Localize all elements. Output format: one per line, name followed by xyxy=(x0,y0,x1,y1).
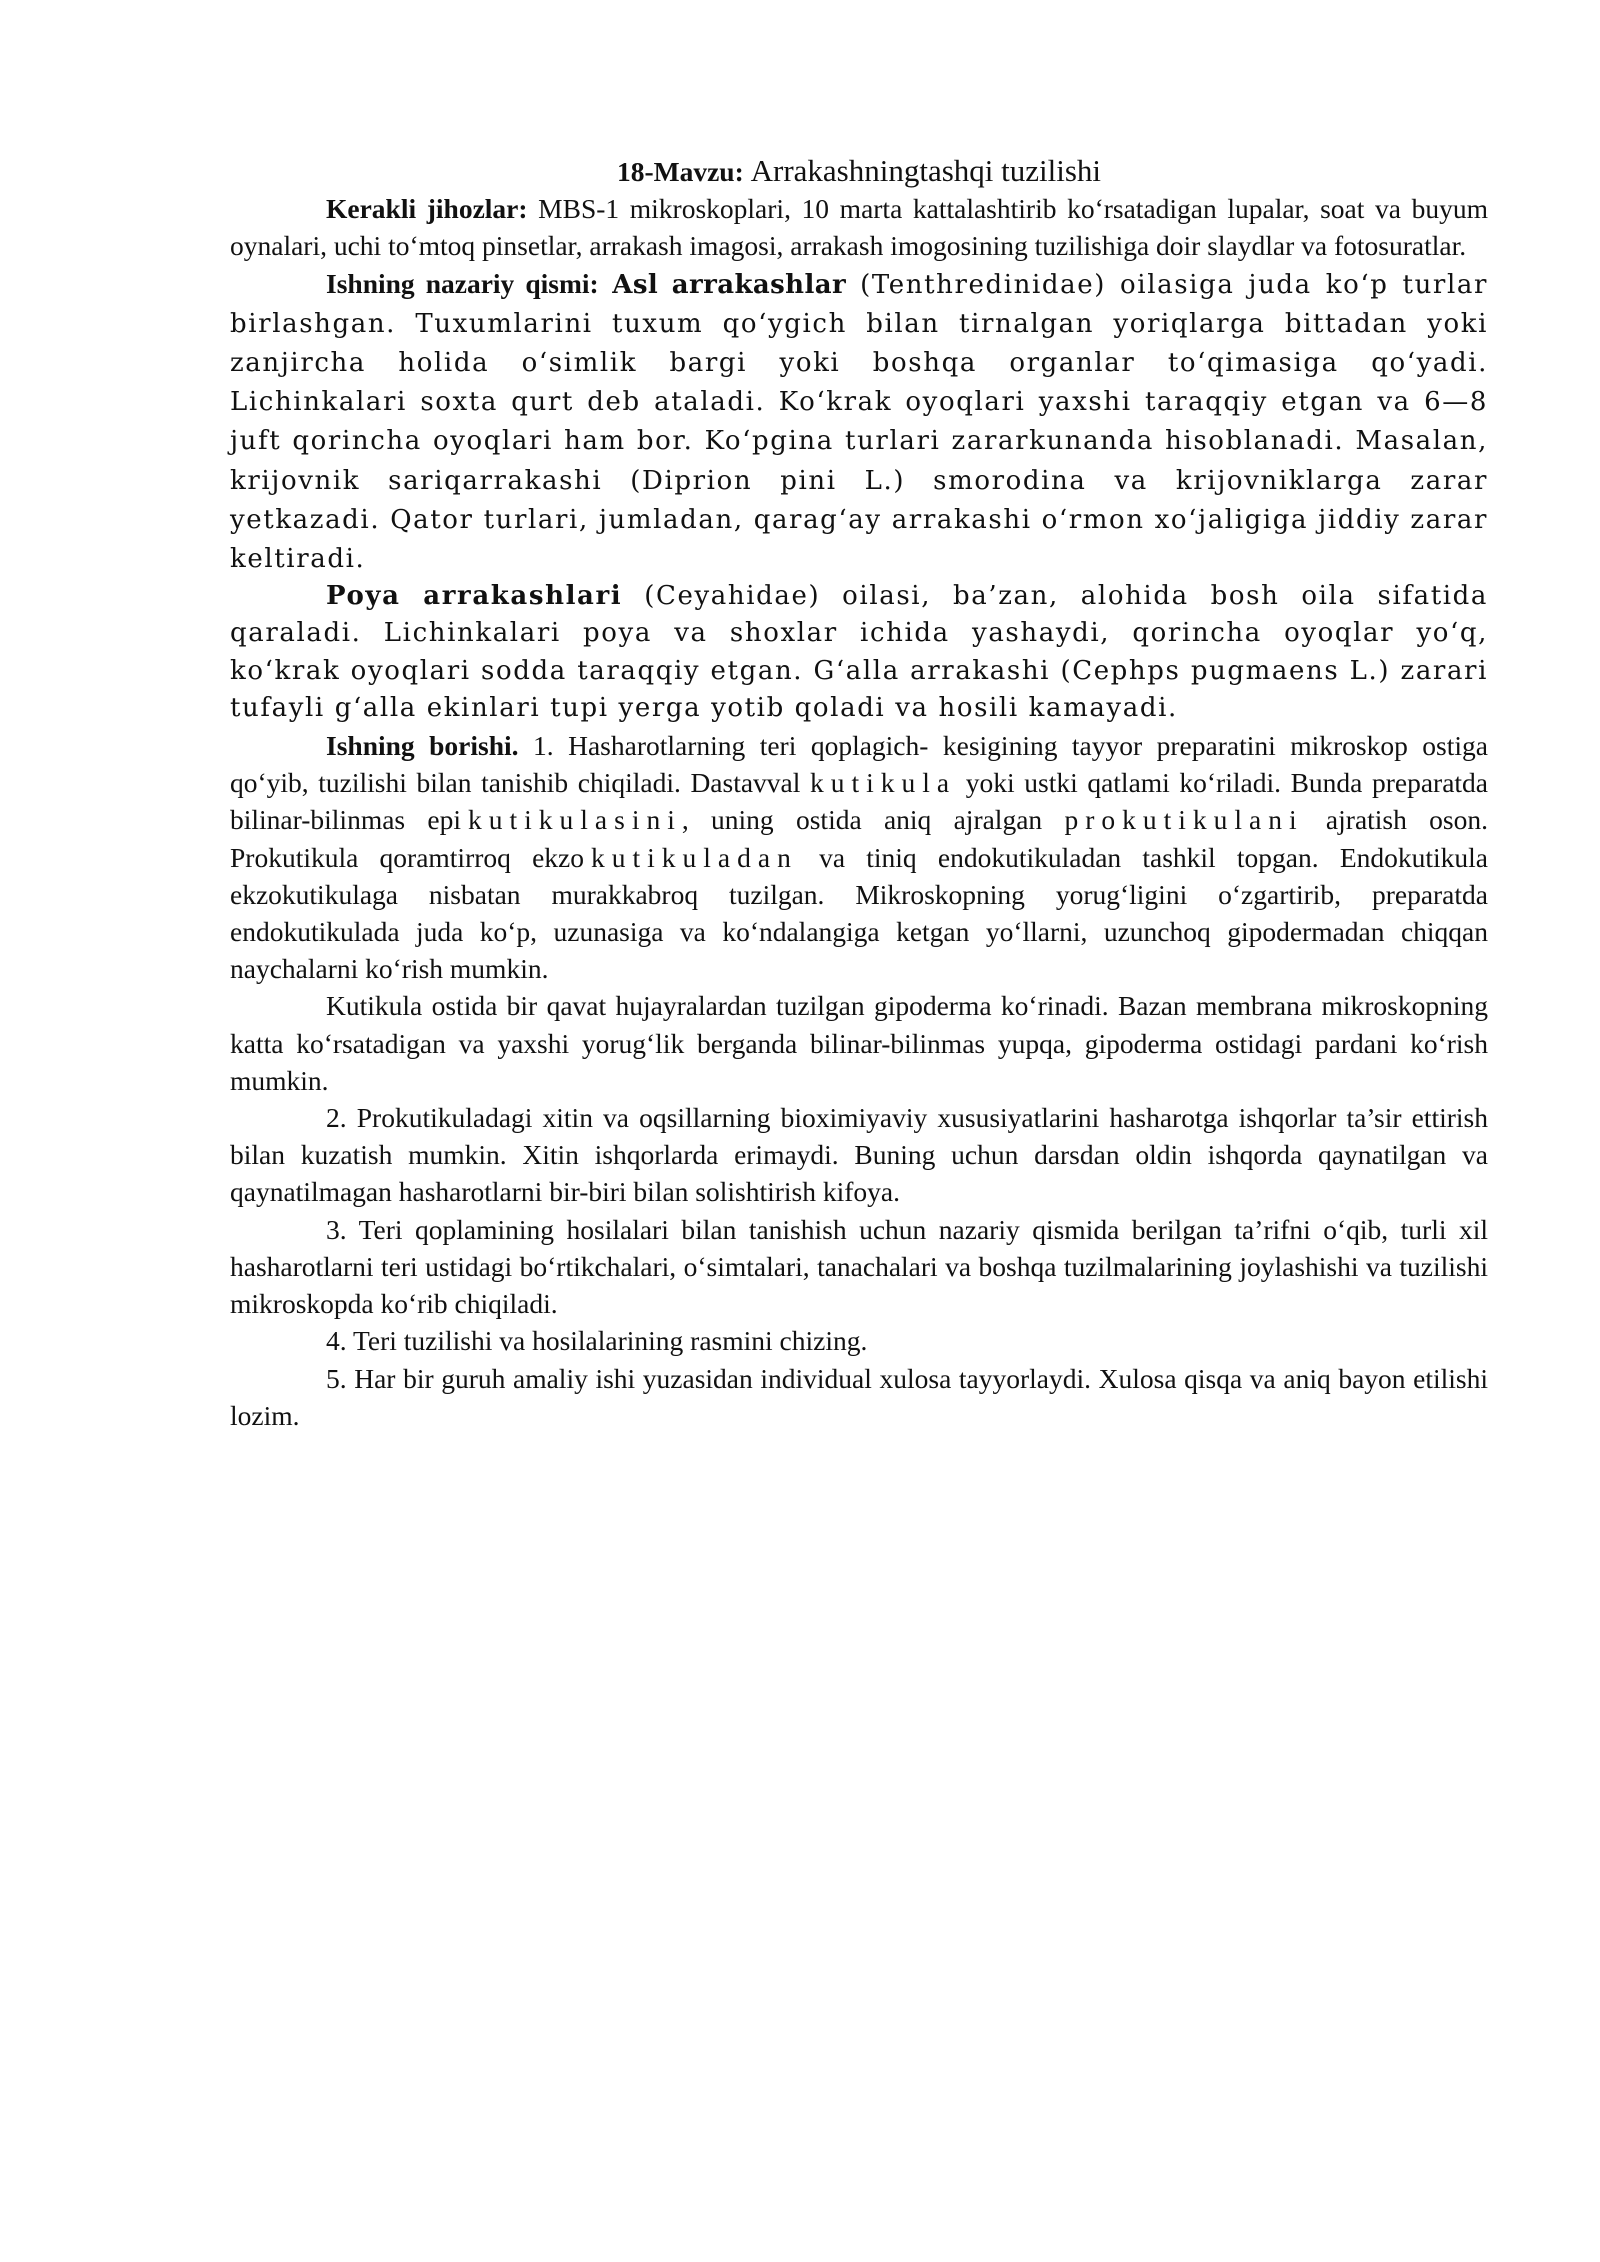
theory-paragraph xyxy=(230,265,1488,579)
page-title xyxy=(230,152,1488,190)
equipment-label: Kerakli jihozlar: xyxy=(326,193,528,225)
term-kutikula: kutikula xyxy=(810,767,957,799)
term-epikutikula: ikutikulasini xyxy=(453,804,682,836)
equipment-paragraph xyxy=(230,190,1488,264)
procedure-paragraph-1 xyxy=(230,727,1488,987)
procedure-text: ajratish oson. Prokutikula qoramtirroq ekz xyxy=(230,804,1488,873)
title-number: 18-Mavzu: xyxy=(616,156,744,187)
theory-term: Asl arrakashlar xyxy=(598,269,847,300)
equipment-text: MBS-1 mikroskoplari, 10 marta kattalashtirib ko‘rsatadigan lupalar, soat va buyum oynalari, uchi to‘mtoq pinsetlar, arrakash imagosi, arrakash imogosining tuzilishiga doir slaydlar va fotosuratlar. xyxy=(230,193,1488,262)
procedure-paragraph-2: 2. Prokutikuladagi xitin va oqsillarning bioximiyaviy xususiyatlarini hasharotga ishqorlar ta’sir ettirish bilan kuzatish mumkin. Xitin ishqorlarda erimaydi. Buning uchun darsdan oldin ishqorda qaynatilgan va qaynatilmagan hasharotlarni bir-biri bilan solishtirish kifoya. xyxy=(230,1102,1488,1208)
stem-sawfly-text: (Ceyahidae) oilasi, ba’zan, alohida bosh oila sifatida qaraladi. Lichinkalari poya va shoxlar ichida yashaydi, qorincha oyoqlar yo‘q, ko‘krak oyoqlari sodda taraqqiy etgan. G‘alla arrakashi (Cephps pugmaens L.) zarari tufayli g‘alla ekinlari tupi yerga yotib qoladi va hosili kamayadi. xyxy=(230,581,1489,723)
procedure-text: va tiniq endokutikuladan tashkil topgan. Endokutikula ekzokutikulaga nisbatan murakkabroq tuzilgan. Mikroskopning yorug‘ligini o‘zgartirib, preparatda endokutikulada juda ko‘p, uzunasiga va ko‘ndalangiga ketgan yo‘llarni, uzunchoq gipodermadan chiqqan naychalarni ko‘rish mumkin. xyxy=(230,841,1489,985)
procedure-paragraph-4: 4. Teri tuzilishi va hosilalarining rasmini chizing. xyxy=(326,1325,868,1357)
procedure-label: Ishning borishi. xyxy=(326,730,519,762)
title-name: Arrakashningtashqi tuzilishi xyxy=(750,153,1102,188)
procedure-text: , uning ostida aniq ajralgan xyxy=(681,804,1065,836)
theory-label: Ishning nazariy qismi: xyxy=(326,267,599,299)
procedure-text: yoki ustki qatlami ko‘riladi. Bunda preparatda bilinar-bilinmas ep xyxy=(230,767,1488,836)
stem-sawfly-term: Poya arrakashlari xyxy=(326,581,623,612)
term-prokutikula: prokutikulani xyxy=(1064,804,1304,836)
stem-sawfly-paragraph xyxy=(230,578,1488,727)
procedure-text: 1. Hasharotlarning teri qoplagich- kesigining tayyor preparatini mikroskop ostiga qo‘yib, tuzilishi bilan tanishib chiqiladi. Dastavval xyxy=(230,730,1488,799)
theory-text: (Tenthredinidae) oilasiga juda ko‘p turlar birlashgan. Tuxumlarini tuxum qo‘ygich bilan tirnalgan yoriqlarga bittadan yoki zanjircha holida o‘simlik bargi yoki boshqa organlar to‘qimasiga qo‘yadi. Lichinkalari soxta qurt deb ataladi. Ko‘krak oyoqlari yaxshi taraqqiy etgan va 6—8 juft qorincha oyoqlari ham bor. Ko‘pgina turlari zararkunanda hisoblanadi. Masalan, krijovnik sariqarrakashi (Diprion pini L.) smorodina va krijovniklarga zarar yetkazadi. Qator turlari, jumladan, qarag‘ay arrakashi o‘rmon xo‘jaligiga jiddiy zarar keltiradi. xyxy=(230,269,1488,575)
procedure-paragraph-3: 3. Teri qoplamining hosilalari bilan tanishish uchun nazariy qismida berilgan ta’rifni o‘qib, turli xil hasharotlarni teri ustidagi bo‘rtikchalari, o‘simtalari, tanachalari va boshqa tuzilmalarining joylashishi va tuzilishi mikroskopda ko‘rib chiqiladi. xyxy=(230,1213,1488,1320)
document-page xyxy=(230,152,1488,1434)
procedure-paragraph-5: 5. Har bir guruh amaliy ishi yuzasidan individual xulosa tayyorlaydi. Xulosa qisqa va aniq bayon etilishi lozim. xyxy=(230,1362,1488,1431)
term-ekzokutikula: okutikuladan xyxy=(570,841,798,873)
procedure-paragraph-1-continued: Kutikula ostida bir qavat hujayralardan tuzilgan gipoderma ko‘rinadi. Bazan membrana mikroskopning katta ko‘rsatadigan va yaxshi yorug‘lik berganda bilinar-bilinmas yupqa, gipoderma ostidagi pardani ko‘rish mumkin. xyxy=(230,990,1488,1096)
